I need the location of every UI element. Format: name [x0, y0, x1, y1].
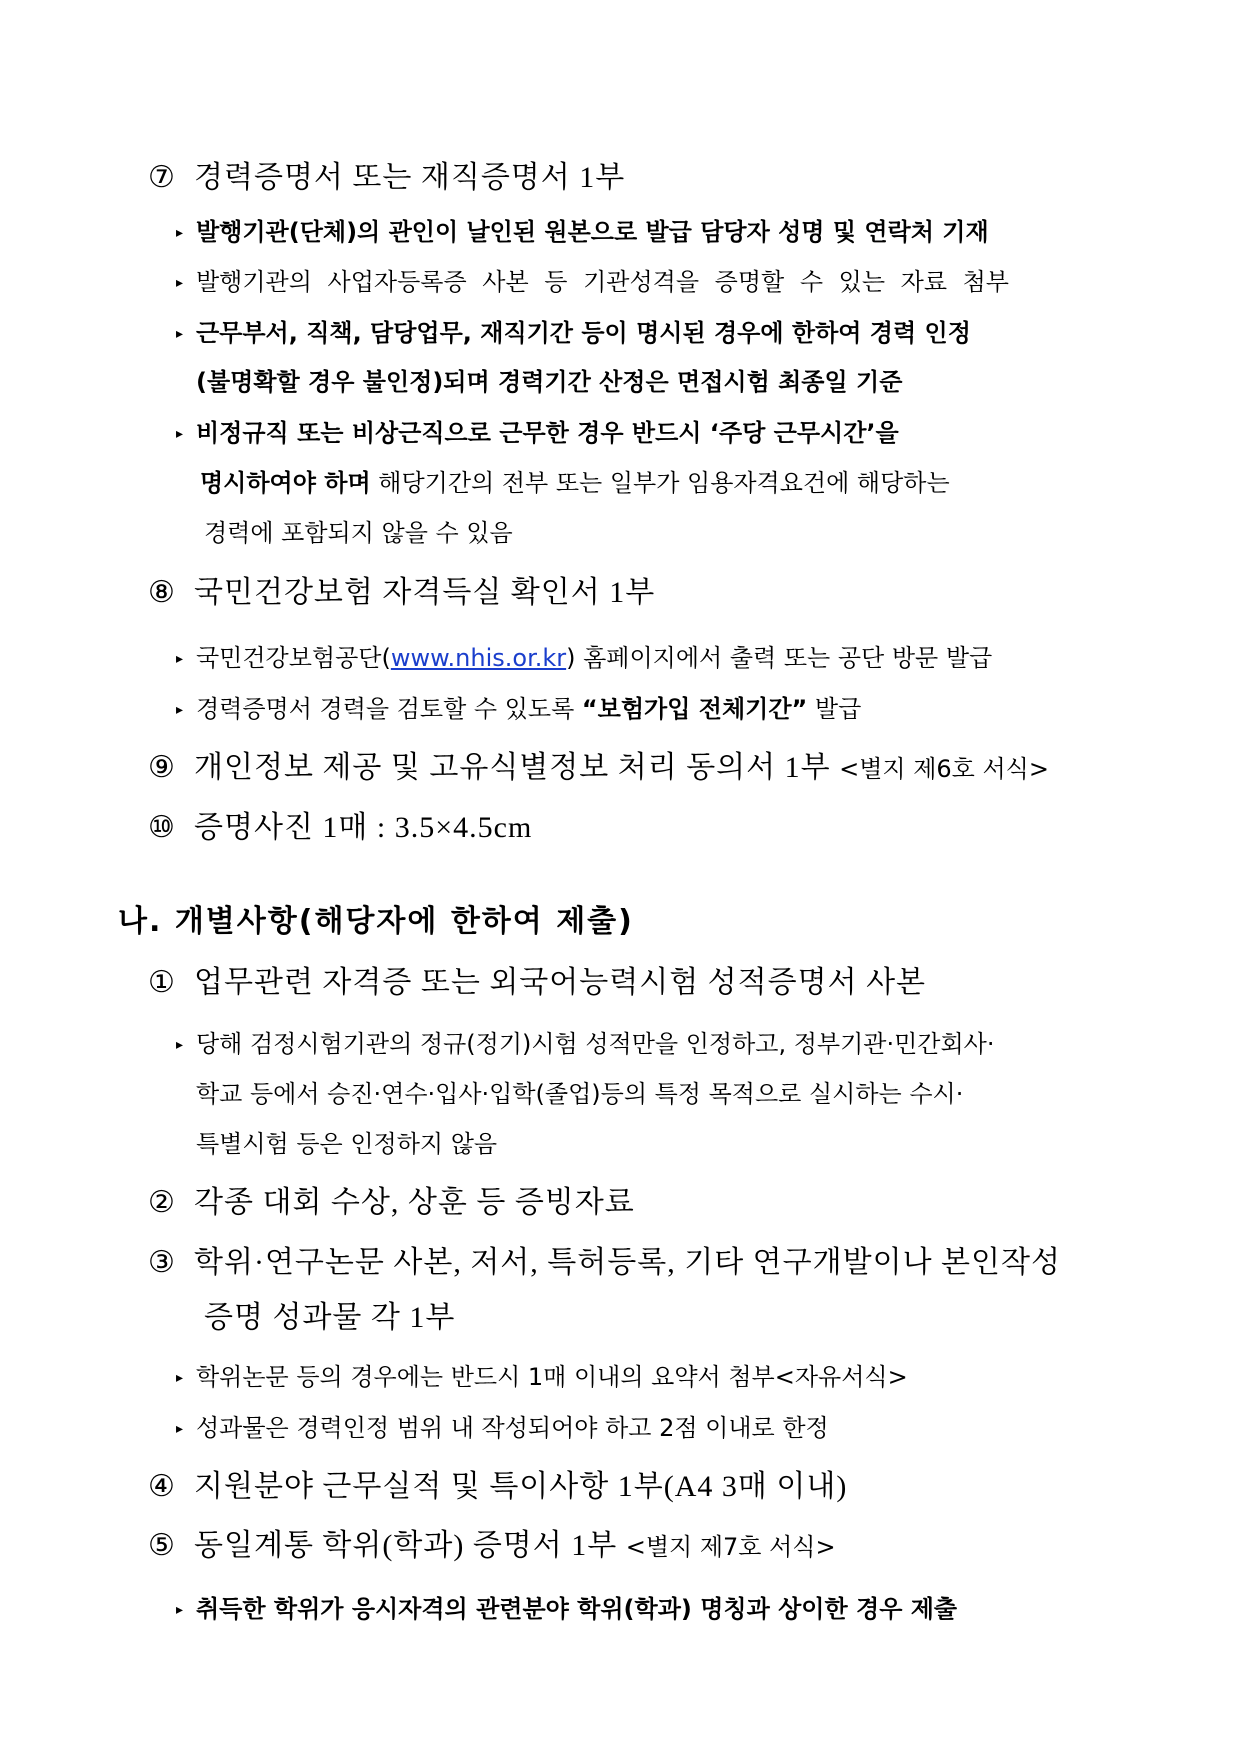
triangle-bullet-icon: ▸ — [176, 275, 184, 291]
bullet-continuation: 경력에 포함되지 않을 수 있음 — [204, 519, 513, 547]
bullet-item: ▸ 발행기관의 사업자등록증 사본 등 기관성격을 증명할 수 있는 자료 첨부 — [176, 268, 1009, 296]
bullet-item: ▸ 국민건강보험공단(www.nhis.or.kr) 홈페이지에서 출력 또는 공단 방문 발급 — [176, 644, 993, 672]
form-reference: <별지 제6호 서식> — [839, 755, 1049, 783]
list-item-9 — [148, 742, 1049, 786]
triangle-bullet-icon: ▸ — [176, 1421, 184, 1437]
item-text: 국민건강보험 자격득실 확인서 1부 — [194, 576, 656, 609]
item-number: ② — [148, 1186, 176, 1219]
bullet-item: ▸ 취득한 학위가 응시자격의 관련분야 학위(학과) 명칭과 상이한 경우 제출 — [176, 1595, 958, 1623]
triangle-bullet-icon: ▸ — [176, 225, 184, 241]
list-item-8 — [148, 567, 655, 611]
section-heading: 나. 개별사항(해당자에 한하여 제출) — [118, 904, 634, 939]
bullet-continuation: 학교 등에서 승진·연수·입사·입학(졸업)등의 특정 목적으로 실시하는 수시· — [196, 1080, 964, 1108]
bullet-item: ▸ 근무부서, 직책, 담당업무, 재직기간 등이 명시된 경우에 한하여 경력 인정 — [176, 319, 971, 347]
list-item-1 — [148, 957, 926, 1001]
triangle-bullet-icon: ▸ — [176, 1037, 184, 1053]
bullet-item: ▸ 발행기관(단체)의 관인이 날인된 원본으로 발급 담당자 성명 및 연락처 기재 — [176, 218, 989, 246]
item-text: 동일계통 학위(학과) 증명서 1부 — [194, 1529, 626, 1562]
list-item-7 — [148, 152, 625, 196]
triangle-bullet-icon: ▸ — [176, 326, 184, 342]
triangle-bullet-icon: ▸ — [176, 702, 184, 718]
bullet-item: ▸ 경력증명서 경력을 검토할 수 있도록 “보험가입 전체기간” 발급 — [176, 695, 862, 723]
item-text: 업무관련 자격증 또는 외국어능력시험 성적증명서 사본 — [194, 966, 927, 999]
item-number: ⑩ — [148, 811, 176, 844]
bullet-item: ▸ 성과물은 경력인정 범위 내 작성되어야 하고 2점 이내로 한정 — [176, 1414, 829, 1442]
list-item-10 — [148, 802, 532, 846]
list-item-4 — [148, 1461, 847, 1505]
item-number: ⑦ — [148, 161, 176, 194]
item-number: ⑤ — [148, 1529, 176, 1562]
item-number: ⑨ — [148, 751, 176, 784]
item-text: 개인정보 제공 및 고유식별정보 처리 동의서 1부 — [194, 751, 840, 784]
item-text: 경력증명서 또는 재직증명서 1부 — [194, 161, 626, 194]
bullet-continuation: (불명확할 경우 불인정)되며 경력기간 산정은 면접시험 최종일 기준 — [196, 368, 903, 396]
list-item-2 — [148, 1177, 635, 1221]
item-text: 학위·연구논문 사본, 저서, 특허등록, 기타 연구개발이나 본인작성 — [194, 1246, 1061, 1279]
bullet-item: ▸ 당해 검정시험기관의 정규(정기)시험 성적만을 인정하고, 정부기관·민간회사· — [176, 1030, 995, 1058]
item-number: ③ — [148, 1246, 176, 1279]
item-text: 각종 대회 수상, 상훈 등 증빙자료 — [194, 1186, 635, 1219]
item-number: ⑧ — [148, 576, 176, 609]
item-number: ④ — [148, 1470, 176, 1503]
bullet-continuation: 특별시험 등은 인정하지 않음 — [196, 1130, 498, 1158]
triangle-bullet-icon: ▸ — [176, 426, 184, 442]
bullet-item: ▸ 비정규직 또는 비상근직으로 근무한 경우 반드시 ‘주당 근무시간’을 — [176, 419, 899, 447]
triangle-bullet-icon: ▸ — [176, 1602, 184, 1618]
item-text: 증명사진 1매 : 3.5×4.5cm — [194, 811, 533, 844]
bullet-item: ▸ 학위논문 등의 경우에는 반드시 1매 이내의 요약서 첨부<자유서식> — [176, 1363, 908, 1391]
list-item-3 — [148, 1237, 1061, 1281]
triangle-bullet-icon: ▸ — [176, 1370, 184, 1386]
item-text: 지원분야 근무실적 및 특이사항 1부(A4 3매 이내) — [194, 1470, 848, 1503]
form-reference: <별지 제7호 서식> — [625, 1533, 836, 1561]
item-continuation: 증명 성과물 각 1부 — [204, 1301, 456, 1334]
triangle-bullet-icon: ▸ — [176, 651, 184, 667]
item-number: ① — [148, 966, 176, 999]
nhis-link[interactable]: www.nhis.or.kr — [390, 644, 567, 672]
list-item-5 — [148, 1520, 836, 1564]
bullet-continuation: 명시하여야 하며 해당기간의 전부 또는 일부가 임용자격요건에 해당하는 — [200, 469, 950, 497]
